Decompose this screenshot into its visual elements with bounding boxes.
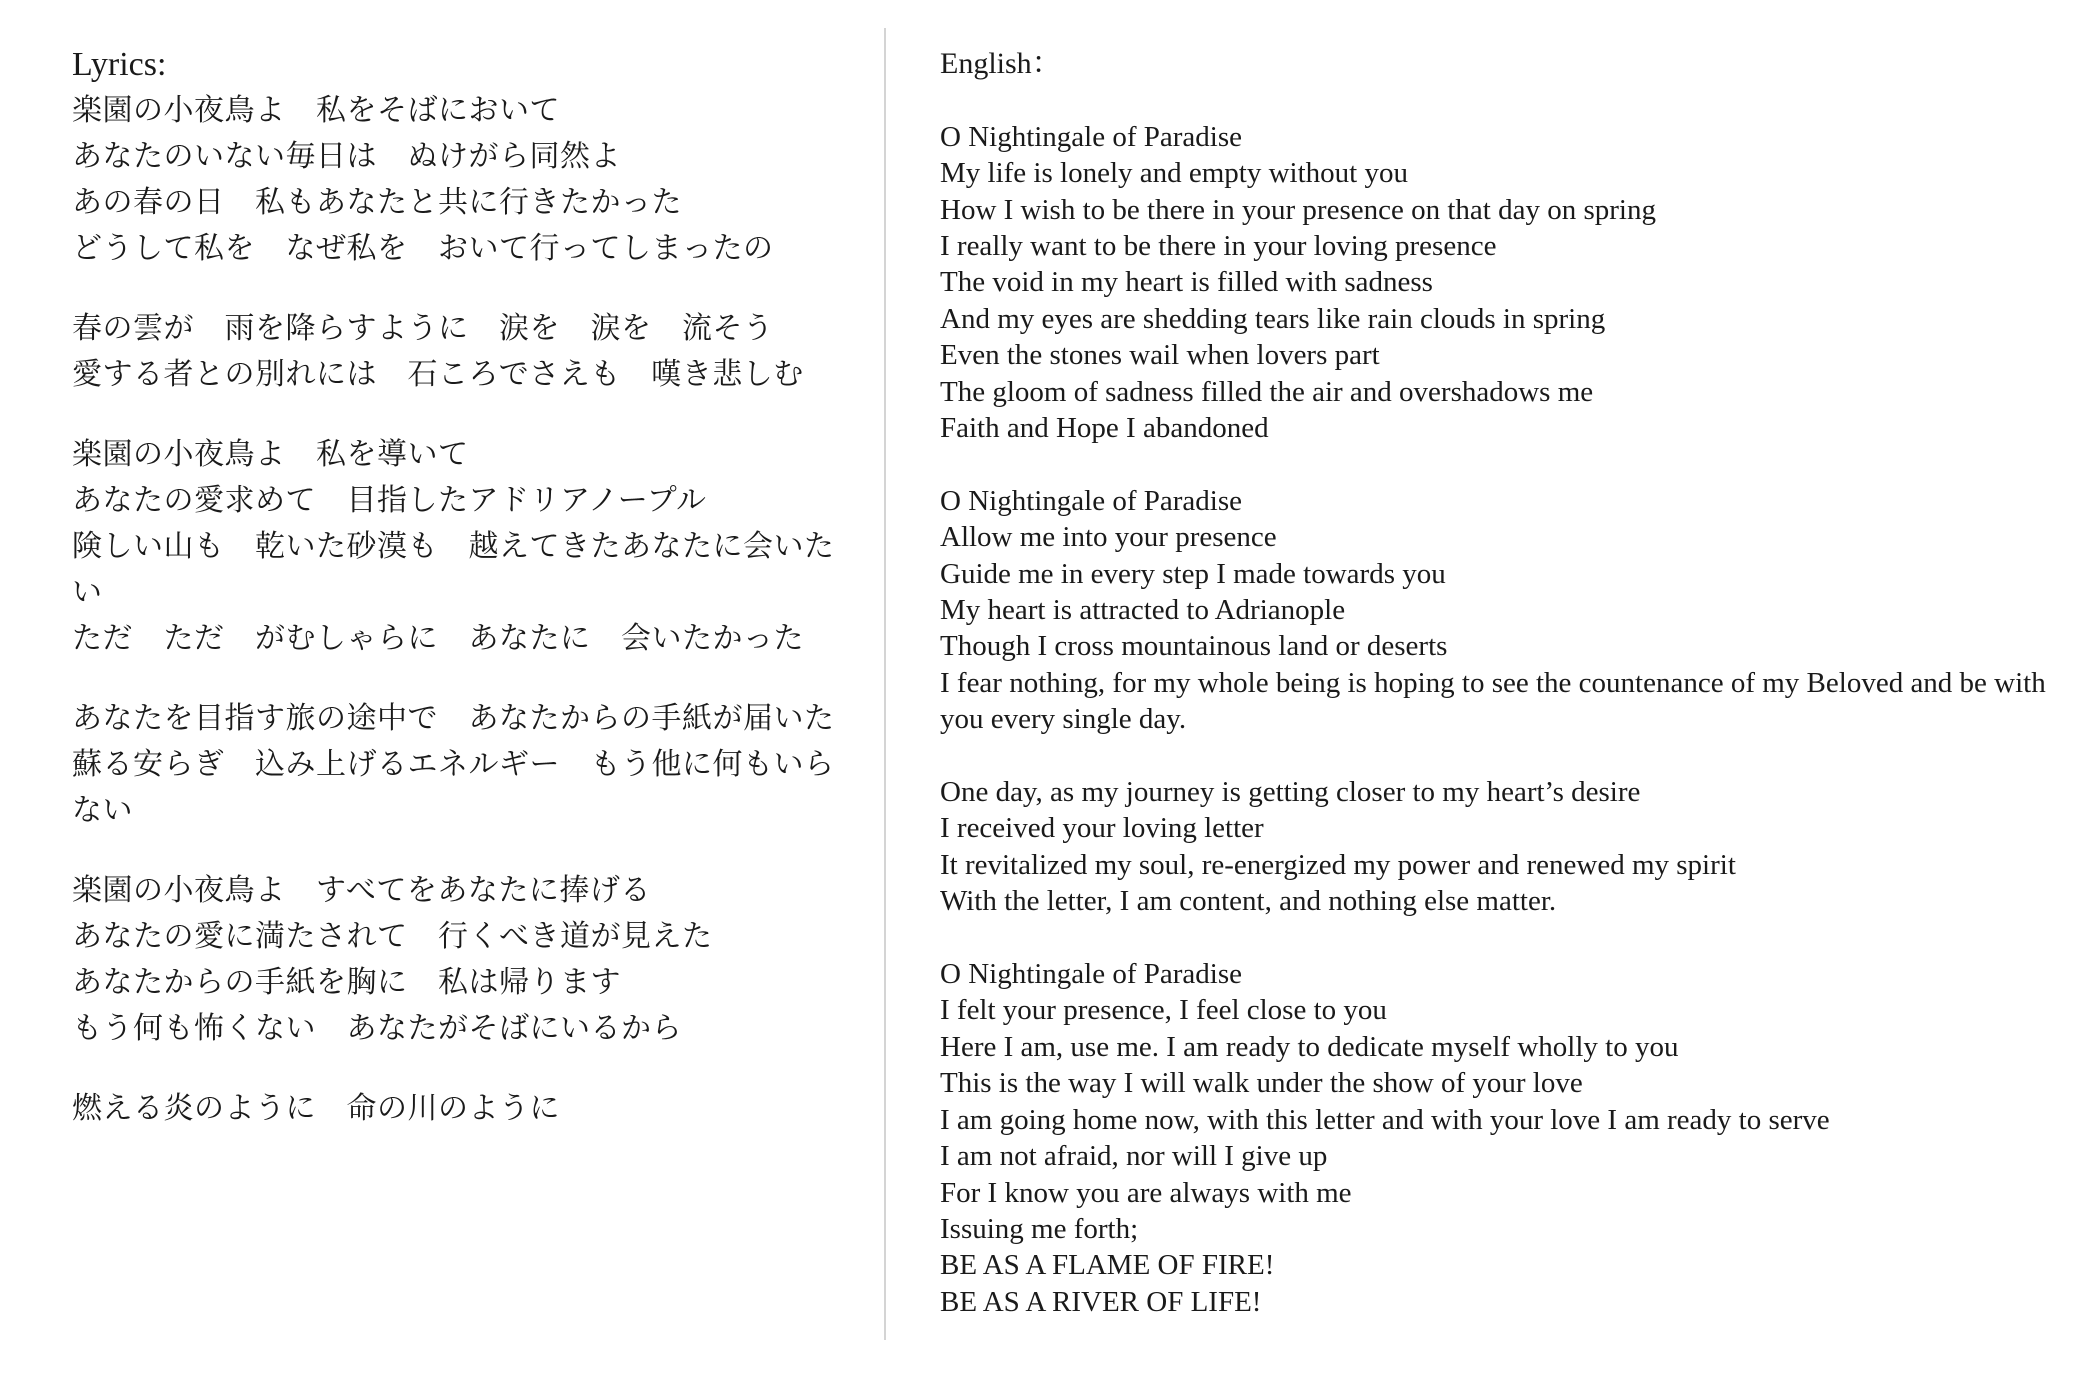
english-line: Faith and Hope I abandoned — [940, 412, 1269, 445]
japanese-stanza-1 — [72, 88, 862, 272]
japanese-line: あなたからの手紙を胸に 私は帰ります — [72, 965, 621, 1000]
japanese-stanza-5 — [72, 868, 862, 1052]
english-line: The gloom of sadness filled the air and overshadows me — [940, 375, 1594, 408]
english-line: I received your loving letter — [940, 812, 1264, 845]
english-line: Though I cross mountainous land or deserts — [940, 630, 1448, 663]
japanese-line: もう何も怖くない あなたがそばにいるから — [72, 1011, 682, 1046]
english-line: For I know you are always with me — [940, 1176, 1352, 1209]
english-stanza-4 — [940, 956, 2055, 1320]
english-line: Even the stones wail when lovers part — [940, 339, 1380, 372]
english-line: The void in my heart is filled with sadness — [940, 266, 1433, 299]
english-line: And my eyes are shedding tears like rain clouds in spring — [940, 302, 1606, 335]
english-line: This is the way I will walk under the show of your love — [940, 1067, 1583, 1100]
japanese-line: あなたの愛求めて 目指したアドリアノープル — [72, 483, 707, 518]
japanese-lyrics-column — [72, 42, 862, 1166]
japanese-line: どうして私を なぜ私を おいて行ってしまったの — [72, 231, 774, 266]
english-line: My life is lonely and empty without you — [940, 157, 1408, 190]
japanese-line: あなたを目指す旅の途中で あなたからの手紙が届いた — [72, 701, 835, 736]
english-line: With the letter, I am content, and nothing else matter. — [940, 885, 1557, 918]
english-line: BE AS A FLAME OF FIRE! — [940, 1249, 1275, 1282]
japanese-line: 楽園の小夜鳥よ 私を導いて — [72, 437, 469, 472]
japanese-stanza-2 — [72, 306, 862, 398]
column-divider — [884, 28, 886, 1340]
english-line: I fear nothing, for my whole being is hoping to see the countenance of my Beloved and be with you every single day. — [940, 666, 2046, 736]
english-line: I really want to be there in your loving presence — [940, 230, 1497, 262]
english-stanza-1 — [940, 119, 2055, 447]
lyrics-heading: Lyrics: — [72, 46, 167, 83]
english-line: It revitalized my soul, re-energized my power and renewed my spirit — [940, 848, 1736, 881]
english-translation-column — [940, 46, 2055, 1357]
japanese-line: 蘇る安らぎ 込み上げるエネルギー もう他に何もいらない — [72, 747, 835, 828]
japanese-line: あなたのいない毎日は ぬけがら同然よ — [72, 139, 621, 174]
english-line: One day, as my journey is getting closer to my heart’s desire — [940, 776, 1641, 809]
japanese-line: あなたの愛に満たされて 行くべき道が見えた — [72, 919, 713, 954]
japanese-stanza-6 — [72, 1086, 862, 1132]
english-stanza-2 — [940, 483, 2055, 738]
english-heading: English： — [940, 47, 1062, 80]
japanese-line: 春の雲が 雨を降らすように 涙を 涙を 流そう — [72, 311, 774, 346]
english-line: Here I am, use me. I am ready to dedicate myself wholly to you — [940, 1030, 1679, 1063]
english-line: O Nightingale of Paradise — [940, 484, 1243, 517]
english-line: Guide me in every step I made towards you — [940, 557, 1446, 590]
japanese-line: 楽園の小夜鳥よ 私をそばにおいて — [72, 93, 560, 128]
japanese-line: ただ ただ がむしゃらに あなたに 会いたかった — [72, 621, 804, 656]
english-line: BE AS A RIVER OF LIFE! — [940, 1285, 1262, 1318]
japanese-line: 楽園の小夜鳥よ すべてをあなたに捧げる — [72, 873, 651, 908]
japanese-stanza-3 — [72, 432, 862, 662]
english-line: Issuing me forth; — [940, 1212, 1139, 1245]
english-line: I felt your presence, I feel close to you — [940, 994, 1387, 1027]
english-stanza-3 — [940, 774, 2055, 920]
english-line: O Nightingale of Paradise — [940, 120, 1243, 153]
english-line: O Nightingale of Paradise — [940, 958, 1243, 991]
english-line: I am going home now, with this letter and with your love I am ready to serve — [940, 1103, 1830, 1136]
japanese-line: あの春の日 私もあなたと共に行きたかった — [72, 185, 682, 220]
english-line: My heart is attracted to Adrianople — [940, 594, 1346, 627]
japanese-line: 険しい山も 乾いた砂漠も 越えてきたあなたに会いたい — [72, 529, 835, 610]
japanese-line: 燃える炎のように 命の川のように — [72, 1091, 560, 1126]
english-line: Allow me into your presence — [940, 521, 1277, 554]
japanese-stanza-4 — [72, 696, 862, 834]
english-line: I am not afraid, nor will I give up — [940, 1140, 1328, 1173]
english-line: How I wish to be there in your presence on that day on spring — [940, 193, 1656, 226]
japanese-line: 愛する者との別れには 石ころでさえも 嘆き悲しむ — [72, 357, 804, 392]
